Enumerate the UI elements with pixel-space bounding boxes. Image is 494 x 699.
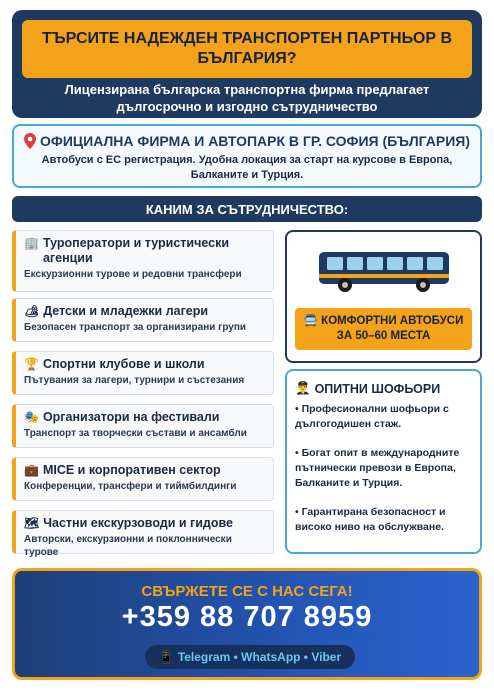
phone-number[interactable]: +359 88 707 8959 (121, 601, 373, 633)
list-item: • Богат опит в международните пътнически превози в Европа, Балканите и Турция. (295, 447, 460, 489)
drivers-heading (295, 381, 472, 396)
list-item: • Професионални шофьори с дългогодишен стаж. (295, 403, 449, 430)
drivers-panel (285, 369, 482, 554)
card-title: Частни екскурзоводи и гидове (43, 516, 233, 530)
bus-capacity-label: 🚍 КОМФОРТНИ АВТОБУСИ ЗА 50–60 МЕСТА (295, 308, 472, 350)
bus-small-icon: 🚍 (303, 315, 318, 327)
bus-panel (285, 230, 482, 363)
card-festivals (12, 404, 274, 448)
office-heading (14, 132, 480, 150)
card-desc: Екскурзионни турове и редовни трансфери (24, 269, 242, 280)
list-item: • Гарантирана безопасност и високо ниво на обслужване. (295, 506, 446, 533)
contact-title: СВЪРЖЕТЕ СЕ С НАС СЕГА! (141, 583, 353, 600)
card-desc: Пътувания за лагери, турнири и състезания (24, 375, 245, 386)
map-icon: 🗺 (24, 516, 40, 530)
card-desc: Конференции, трансфери и тиймбилдинги (24, 481, 237, 492)
pilot-icon: 👨‍✈️ (295, 381, 311, 395)
header-banner (12, 10, 482, 118)
phone-icon: 📱 (158, 650, 174, 664)
card-mice (12, 457, 274, 501)
drivers-list (295, 402, 472, 535)
bus-icon (317, 250, 453, 294)
contact-banner (12, 568, 482, 680)
building-icon: 🏢 (24, 236, 39, 250)
card-title: Спортни клубове и школи (42, 357, 205, 371)
invite-heading: КАНИМ ЗА СЪТРУДНИЧЕСТВО: (12, 196, 482, 222)
card-title: Детски и младежки лагери (43, 304, 209, 318)
card-sports (12, 351, 274, 395)
office-title: ОФИЦИАЛНА ФИРМА И АВТОПАРК В ГР. СОФИЯ (БЪЛГАРИЯ) (40, 133, 470, 149)
card-desc: Авторски, екскурзионни и поклоннически турове (24, 534, 232, 558)
card-guides (12, 510, 274, 558)
channels-text: Telegram • WhatsApp • Viber (177, 650, 342, 664)
map-pin-icon (24, 133, 36, 149)
briefcase-icon: 💼 (24, 463, 39, 477)
theater-masks-icon: 🎭 (24, 410, 39, 424)
card-title: MICE и корпоративен сектор (42, 463, 221, 477)
office-panel (12, 124, 482, 188)
card-tour-operators (12, 230, 274, 292)
trophy-icon: 🏆 (24, 357, 39, 371)
card-desc: Безопасен транспорт за организирани групи (24, 322, 247, 333)
page-title: ТЪРСИТЕ НАДЕЖДЕН ТРАНСПОРТЕН ПАРТНЬОР В БЪЛГАРИЯ? (22, 20, 472, 78)
card-title: Организатори на фестивали (42, 410, 220, 424)
drivers-title: ОПИТНИ ШОФЬОРИ (314, 381, 441, 396)
page-subtitle: Лицензирана българска транспортна фирма предлагает дългосрочно и изгодно сътрудничество (64, 82, 430, 114)
card-desc: Транспорт за творчески състави и ансамбли (24, 428, 247, 439)
camping-icon: 🏕 (24, 304, 40, 318)
office-text: Автобуси с ЕС регистрация. Удобна локация за старт на курсове в Европа, Балканите и Турция. (41, 154, 453, 181)
card-camps (12, 298, 274, 342)
messenger-channels[interactable] (145, 645, 355, 669)
card-title: Туроператори и туристически агенции (42, 236, 230, 265)
